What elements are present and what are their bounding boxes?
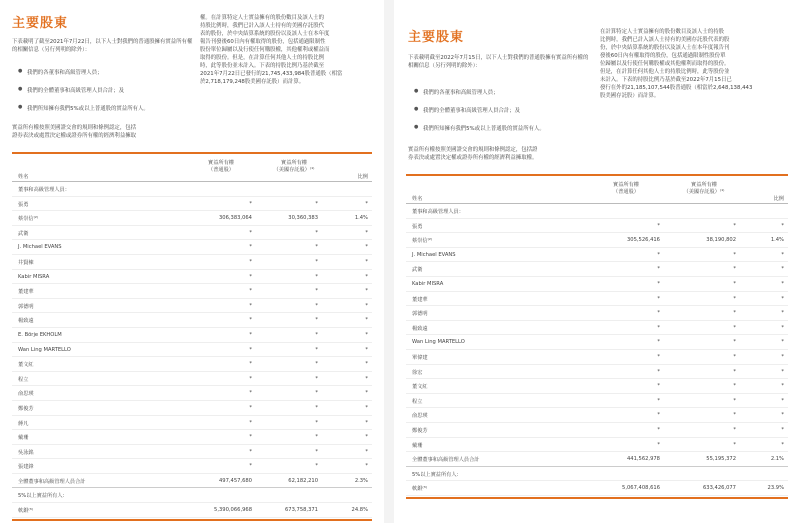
cell-percentage: *	[365, 463, 368, 470]
cell-name: 董建華	[18, 289, 34, 296]
para-line: 券表決或處置決定權或證券所有權的經濟利益擁取權。	[408, 155, 538, 161]
cell-ads: *	[315, 346, 318, 353]
para-line: 位歸屬以及行使任何購股權或其他權利而取得的股份。	[600, 61, 730, 67]
cell-name: 董事和高級管理人員：	[18, 187, 70, 193]
cell-percentage: *	[781, 222, 784, 229]
cell-ordinary-shares: *	[657, 412, 660, 419]
cell-name: 張勇	[18, 201, 29, 208]
table-body	[12, 182, 372, 518]
left-bullet-item: ● 我們的全體董事和高級管理人員合計；及	[18, 86, 194, 104]
cell-ads: *	[315, 448, 318, 455]
cell-ordinary-shares: 441,562,978	[626, 456, 660, 463]
cell-name: 董事和高級管理人員：	[412, 209, 464, 215]
header-percentage: 比例	[357, 174, 368, 180]
cell-name: 張勇	[412, 223, 423, 230]
cell-percentage: *	[781, 310, 784, 317]
cell-name: Wan Ling MARTELLO	[18, 346, 71, 353]
table-row	[12, 357, 372, 372]
cell-name: 俞思瑛	[412, 413, 428, 420]
table-row	[12, 488, 372, 503]
cell-name: 井賢棟	[18, 259, 34, 266]
left-paragraph-col2	[200, 14, 378, 86]
cell-percentage: *	[365, 390, 368, 397]
cell-ads: *	[315, 200, 318, 207]
table-row	[12, 182, 372, 197]
table-bottom-rule	[406, 497, 788, 499]
cell-ads: 30,360,383	[288, 215, 318, 222]
table-row	[406, 452, 788, 467]
cell-name: 武衛	[18, 230, 29, 237]
right-bullet-list	[414, 88, 592, 142]
cell-ads: *	[315, 302, 318, 309]
cell-ads: *	[315, 463, 318, 470]
cell-name: 徐宏	[412, 369, 423, 376]
cell-ordinary-shares: *	[249, 288, 252, 295]
table-row	[12, 197, 372, 212]
table-body	[406, 204, 788, 496]
cell-ads: *	[315, 390, 318, 397]
cell-name: 鄭俊芳	[18, 405, 34, 412]
cell-percentage: *	[365, 404, 368, 411]
left-intro-text: 下表載明了截至2021年7月22日，以下人士對我們的普通股擁有實益所有權的相關信息（另行列明的除外）：	[12, 39, 193, 53]
cell-ads: *	[315, 229, 318, 236]
cell-name: 全體董事和高級管理人員合計	[412, 457, 480, 464]
cell-ads: *	[733, 426, 736, 433]
cell-percentage: *	[365, 346, 368, 353]
table-row	[406, 394, 788, 409]
cell-percentage: *	[781, 412, 784, 419]
cell-ads: 38,190,802	[706, 237, 736, 244]
header-ordinary-shares: 實益所有權 （普通股）	[613, 182, 639, 195]
cell-ads: *	[733, 412, 736, 419]
cell-ads: *	[315, 288, 318, 295]
cell-name: 戴珊	[18, 435, 29, 442]
left-page-title: 主要股東	[12, 16, 69, 31]
table-row	[406, 321, 788, 336]
table-row	[406, 248, 788, 263]
cell-ordinary-shares: *	[657, 310, 660, 317]
cell-name: 吳泳銘	[18, 449, 34, 456]
cell-percentage: *	[365, 448, 368, 455]
cell-ordinary-shares: 305,526,416	[626, 237, 660, 244]
cell-ordinary-shares: *	[249, 361, 252, 368]
table-header	[12, 158, 372, 182]
left-bullet-item: ● 我們所知擁有我們5%或以上普通股的實益所有人。	[18, 104, 194, 122]
para-line: 於2,718,179,248股美國存託股）而計算。	[200, 79, 305, 85]
cell-ordinary-shares: *	[657, 397, 660, 404]
cell-percentage: *	[781, 266, 784, 273]
table-row	[406, 365, 788, 380]
para-line: 時，此等股份並未計入。下表的持股比例乃基於截至	[200, 63, 324, 69]
cell-ordinary-shares: *	[249, 200, 252, 207]
table-row	[12, 240, 372, 255]
table-row	[406, 379, 788, 394]
cell-ordinary-shares: *	[249, 229, 252, 236]
cell-ordinary-shares: *	[657, 368, 660, 375]
cell-ads: *	[315, 258, 318, 265]
table-row	[12, 474, 372, 489]
cell-ads: *	[733, 397, 736, 404]
cell-ordinary-shares: *	[249, 390, 252, 397]
cell-name: 軟銀⁽³⁾	[412, 486, 428, 493]
para-line: 未計入。下表的持股比例乃基於截至2022年7月15日已	[600, 77, 732, 83]
cell-ads: 633,426,077	[702, 485, 736, 492]
cell-percentage: *	[781, 280, 784, 287]
cell-percentage: *	[781, 383, 784, 390]
table-row	[12, 299, 372, 314]
para-line: 實益所有權按照美國證交會的規則和條例認定，包括證	[408, 147, 538, 153]
para-line: 發後60日內有權取得的股份，包括通過限制性股份單	[600, 53, 726, 59]
left-report-page	[0, 0, 382, 523]
table-row	[12, 211, 372, 226]
cell-ads: *	[315, 419, 318, 426]
right-shareholder-table	[406, 174, 788, 514]
cell-ads: *	[315, 361, 318, 368]
cell-name: 楊致遠	[18, 318, 34, 325]
cell-name: 俞思瑛	[18, 391, 34, 398]
table-row	[406, 438, 788, 453]
header-ads: 實益所有權 （美國存託股）⁽¹⁾	[273, 160, 315, 173]
para-line: 股份單位歸屬以及行使任何購股權，其他權利或權益而	[200, 47, 330, 53]
cell-percentage: *	[365, 375, 368, 382]
table-row	[406, 423, 788, 438]
cell-ads: *	[733, 353, 736, 360]
cell-percentage: *	[781, 441, 784, 448]
cell-ordinary-shares: *	[249, 346, 252, 353]
left-bullet-item: ● 我們的各董事和高級管理人員；	[18, 68, 194, 86]
cell-name: 楊致遠	[412, 325, 428, 332]
cell-ads: 673,758,371	[284, 507, 318, 514]
cell-ads: *	[733, 310, 736, 317]
cell-ordinary-shares: *	[249, 258, 252, 265]
cell-percentage: *	[365, 331, 368, 338]
cell-ordinary-shares: *	[657, 280, 660, 287]
para-line: 發行在外的21,185,107,544股普通股（相當於2,648,138,443	[600, 85, 753, 91]
table-row	[12, 503, 372, 518]
cell-name: 張建鋒	[18, 464, 34, 471]
cell-ads: *	[733, 339, 736, 346]
cell-name: J. Michael EVANS	[412, 251, 456, 258]
para-line: 但是，在計算任何其他人士的持股比例時，此等股份並	[600, 69, 730, 75]
header-percentage: 比例	[773, 196, 784, 202]
cell-name: 蔣凡	[18, 420, 29, 427]
table-top-rule	[12, 152, 372, 154]
cell-ads: *	[733, 295, 736, 302]
table-bottom-rule	[12, 519, 372, 521]
cell-ads: *	[315, 434, 318, 441]
cell-ads: 62,182,210	[288, 477, 318, 484]
cell-name: 程立	[412, 398, 423, 405]
cell-ads: *	[733, 383, 736, 390]
table-row	[406, 467, 788, 482]
para-line: 比例時，我們已計入該人士持有的美國存託股代表的股	[600, 37, 730, 43]
table-row	[12, 284, 372, 299]
cell-ordinary-shares: *	[657, 353, 660, 360]
table-row	[406, 219, 788, 234]
cell-ads: *	[315, 331, 318, 338]
cell-name: J. Michael EVANS	[18, 244, 62, 251]
cell-ordinary-shares: *	[249, 273, 252, 280]
cell-ads: *	[733, 441, 736, 448]
cell-percentage: *	[365, 229, 368, 236]
cell-name: 戴珊	[412, 442, 423, 449]
cell-percentage: *	[365, 419, 368, 426]
cell-ads: *	[315, 317, 318, 324]
cell-ordinary-shares: 306,383,064	[218, 215, 252, 222]
cell-ordinary-shares: *	[657, 426, 660, 433]
cell-name: 武衛	[412, 267, 423, 274]
cell-ads: *	[315, 404, 318, 411]
cell-name: 董建華	[412, 296, 428, 303]
cell-percentage: *	[781, 368, 784, 375]
header-name: 姓名	[18, 174, 29, 180]
cell-name: 郭德明	[412, 311, 428, 318]
cell-percentage: *	[781, 397, 784, 404]
cell-name: 程立	[18, 376, 29, 383]
para-line: 實益所有權按照美國證交會的規則和條例認定，包括	[12, 125, 136, 131]
cell-percentage: 2.1%	[770, 456, 784, 463]
cell-percentage: *	[365, 434, 368, 441]
cell-ordinary-shares: 5,067,408,616	[622, 485, 660, 492]
cell-ordinary-shares: *	[249, 404, 252, 411]
cell-ordinary-shares: *	[249, 375, 252, 382]
table-row	[406, 262, 788, 277]
cell-name: E. Börje EKHOLM	[18, 331, 62, 338]
para-line: 在計算特定人士實益擁有的股份數目及該人士的持股	[600, 29, 724, 35]
cell-ordinary-shares: *	[249, 463, 252, 470]
cell-name: Kabir MISRA	[412, 280, 444, 287]
table-row	[406, 408, 788, 423]
table-row	[12, 416, 372, 431]
table-row	[12, 270, 372, 285]
cell-ordinary-shares: *	[657, 441, 660, 448]
para-line: 股美國存託股）而計算。	[600, 93, 660, 99]
cell-ordinary-shares: *	[249, 244, 252, 251]
table-row	[12, 255, 372, 270]
cell-ads: *	[733, 251, 736, 258]
para-line: 2021年7月22日已發行的21,745,433,984股普通股（相當	[200, 71, 343, 77]
cell-percentage: *	[365, 288, 368, 295]
cell-ads: *	[315, 244, 318, 251]
cell-ordinary-shares: *	[657, 222, 660, 229]
cell-ordinary-shares: *	[657, 339, 660, 346]
cell-percentage: 1.4%	[770, 237, 784, 244]
cell-ads: 55,195,372	[706, 456, 736, 463]
table-row	[12, 386, 372, 401]
cell-name: 董文紅	[18, 362, 34, 369]
cell-percentage: 1.4%	[354, 215, 368, 222]
right-intro-text: 下表載明截至2022年7月15日，以下人士對我們的普通股擁有實益所有權的相關信息（另行列明的除外）：	[408, 55, 589, 69]
para-line: 報告刊發後60日內有權取得的股份，包括通過限制性	[200, 39, 326, 45]
right-report-page	[396, 0, 800, 523]
cell-ordinary-shares: *	[657, 383, 660, 390]
cell-ads: *	[315, 273, 318, 280]
cell-percentage: *	[781, 339, 784, 346]
cell-ordinary-shares: *	[657, 324, 660, 331]
cell-percentage: *	[365, 317, 368, 324]
table-row	[406, 204, 788, 219]
right-paragraph-col1	[408, 146, 594, 162]
cell-percentage: *	[365, 273, 368, 280]
cell-percentage: *	[365, 302, 368, 309]
cell-ads: *	[733, 266, 736, 273]
cell-name: 蔡崇信⁽²⁾	[18, 216, 39, 223]
para-line: 權。在計算特定人士實益擁有的股份數目及該人士的	[200, 15, 324, 21]
cell-ordinary-shares: 5,390,066,968	[214, 507, 252, 514]
cell-ads: *	[733, 324, 736, 331]
cell-ordinary-shares: *	[249, 448, 252, 455]
cell-percentage: *	[365, 244, 368, 251]
cell-percentage: *	[365, 200, 368, 207]
right-bullet-item: ● 我們的各董事和高級管理人員；	[414, 88, 592, 106]
cell-ordinary-shares: *	[657, 251, 660, 258]
cell-ordinary-shares: *	[249, 419, 252, 426]
cell-name: Wan Ling MARTELLO	[412, 339, 465, 346]
cell-ads: *	[315, 375, 318, 382]
table-row	[12, 459, 372, 474]
cell-name: 鄭俊芳	[412, 427, 428, 434]
cell-name: 單偉建	[412, 354, 428, 361]
cell-name: 郭德明	[18, 303, 34, 310]
cell-name: 全體董事和高級管理人員合計	[18, 478, 86, 485]
cell-ads: *	[733, 280, 736, 287]
cell-ordinary-shares: *	[249, 434, 252, 441]
table-row	[12, 343, 372, 358]
table-row	[12, 226, 372, 241]
cell-percentage: *	[781, 324, 784, 331]
cell-percentage: *	[781, 295, 784, 302]
header-name: 姓名	[412, 196, 423, 202]
table-row	[406, 277, 788, 292]
cell-ads: *	[733, 368, 736, 375]
left-bullet-list	[18, 68, 194, 122]
cell-name: Kabir MISRA	[18, 273, 50, 280]
left-shareholder-table	[12, 152, 372, 520]
table-row	[406, 481, 788, 496]
table-row	[406, 233, 788, 248]
right-bullet-item: ● 我們所知擁有我們5%或以上普通股的實益所有人。	[414, 124, 592, 142]
table-row	[12, 313, 372, 328]
cell-percentage: *	[365, 361, 368, 368]
table-row	[12, 445, 372, 460]
table-row	[12, 430, 372, 445]
table-row	[12, 372, 372, 387]
cell-percentage: *	[781, 251, 784, 258]
cell-ordinary-shares: *	[657, 266, 660, 273]
table-row	[12, 328, 372, 343]
cell-name: 董文紅	[412, 384, 428, 391]
cell-percentage: *	[781, 426, 784, 433]
right-page-title: 主要股東	[408, 30, 465, 45]
page-gutter	[384, 0, 394, 523]
para-line: 取得的股份。但是，在計算任何其他人士的持股比例	[200, 55, 324, 61]
table-header	[406, 180, 788, 204]
cell-name: 蔡崇信⁽²⁾	[412, 238, 433, 245]
cell-percentage: 24.8%	[351, 507, 368, 514]
cell-percentage: *	[365, 258, 368, 265]
table-row	[406, 335, 788, 350]
cell-name: 軟銀⁽³⁾	[18, 508, 34, 515]
para-line: 持股比例時，我們已計入該人士持有的美國存託股代	[200, 23, 324, 29]
cell-ordinary-shares: *	[249, 331, 252, 338]
cell-name: 5%以上實益所有人：	[18, 493, 68, 500]
para-line: 份，於中央結算系統的股份以及該人士在本年度報告刊	[600, 45, 730, 51]
header-ads: 實益所有權 （美國存託股）⁽¹⁾	[683, 182, 725, 195]
table-row	[406, 350, 788, 365]
header-ordinary-shares: 實益所有權 （普通股）	[208, 160, 234, 173]
table-row	[406, 306, 788, 321]
cell-ordinary-shares: *	[657, 295, 660, 302]
right-paragraph-col2	[600, 28, 792, 100]
cell-percentage: 23.9%	[767, 485, 784, 492]
cell-percentage: *	[781, 353, 784, 360]
table-row	[406, 292, 788, 307]
cell-ordinary-shares: 497,457,680	[218, 477, 252, 484]
cell-percentage: 2.3%	[354, 477, 368, 484]
cell-ads: *	[733, 222, 736, 229]
cell-ordinary-shares: *	[249, 302, 252, 309]
para-line: 證券表決或處置決定權或證券所有權的經濟利益擁取	[12, 133, 136, 139]
para-line: 表的股份，於中央結算系統的股份以及該人士在本年度	[200, 31, 330, 37]
left-paragraph-col1	[12, 124, 194, 140]
table-top-rule	[406, 174, 788, 176]
table-row	[12, 401, 372, 416]
cell-name: 5%以上實益所有人：	[412, 471, 462, 478]
right-bullet-item: ● 我們的全體董事和高級管理人員合計；及	[414, 106, 592, 124]
cell-ordinary-shares: *	[249, 317, 252, 324]
